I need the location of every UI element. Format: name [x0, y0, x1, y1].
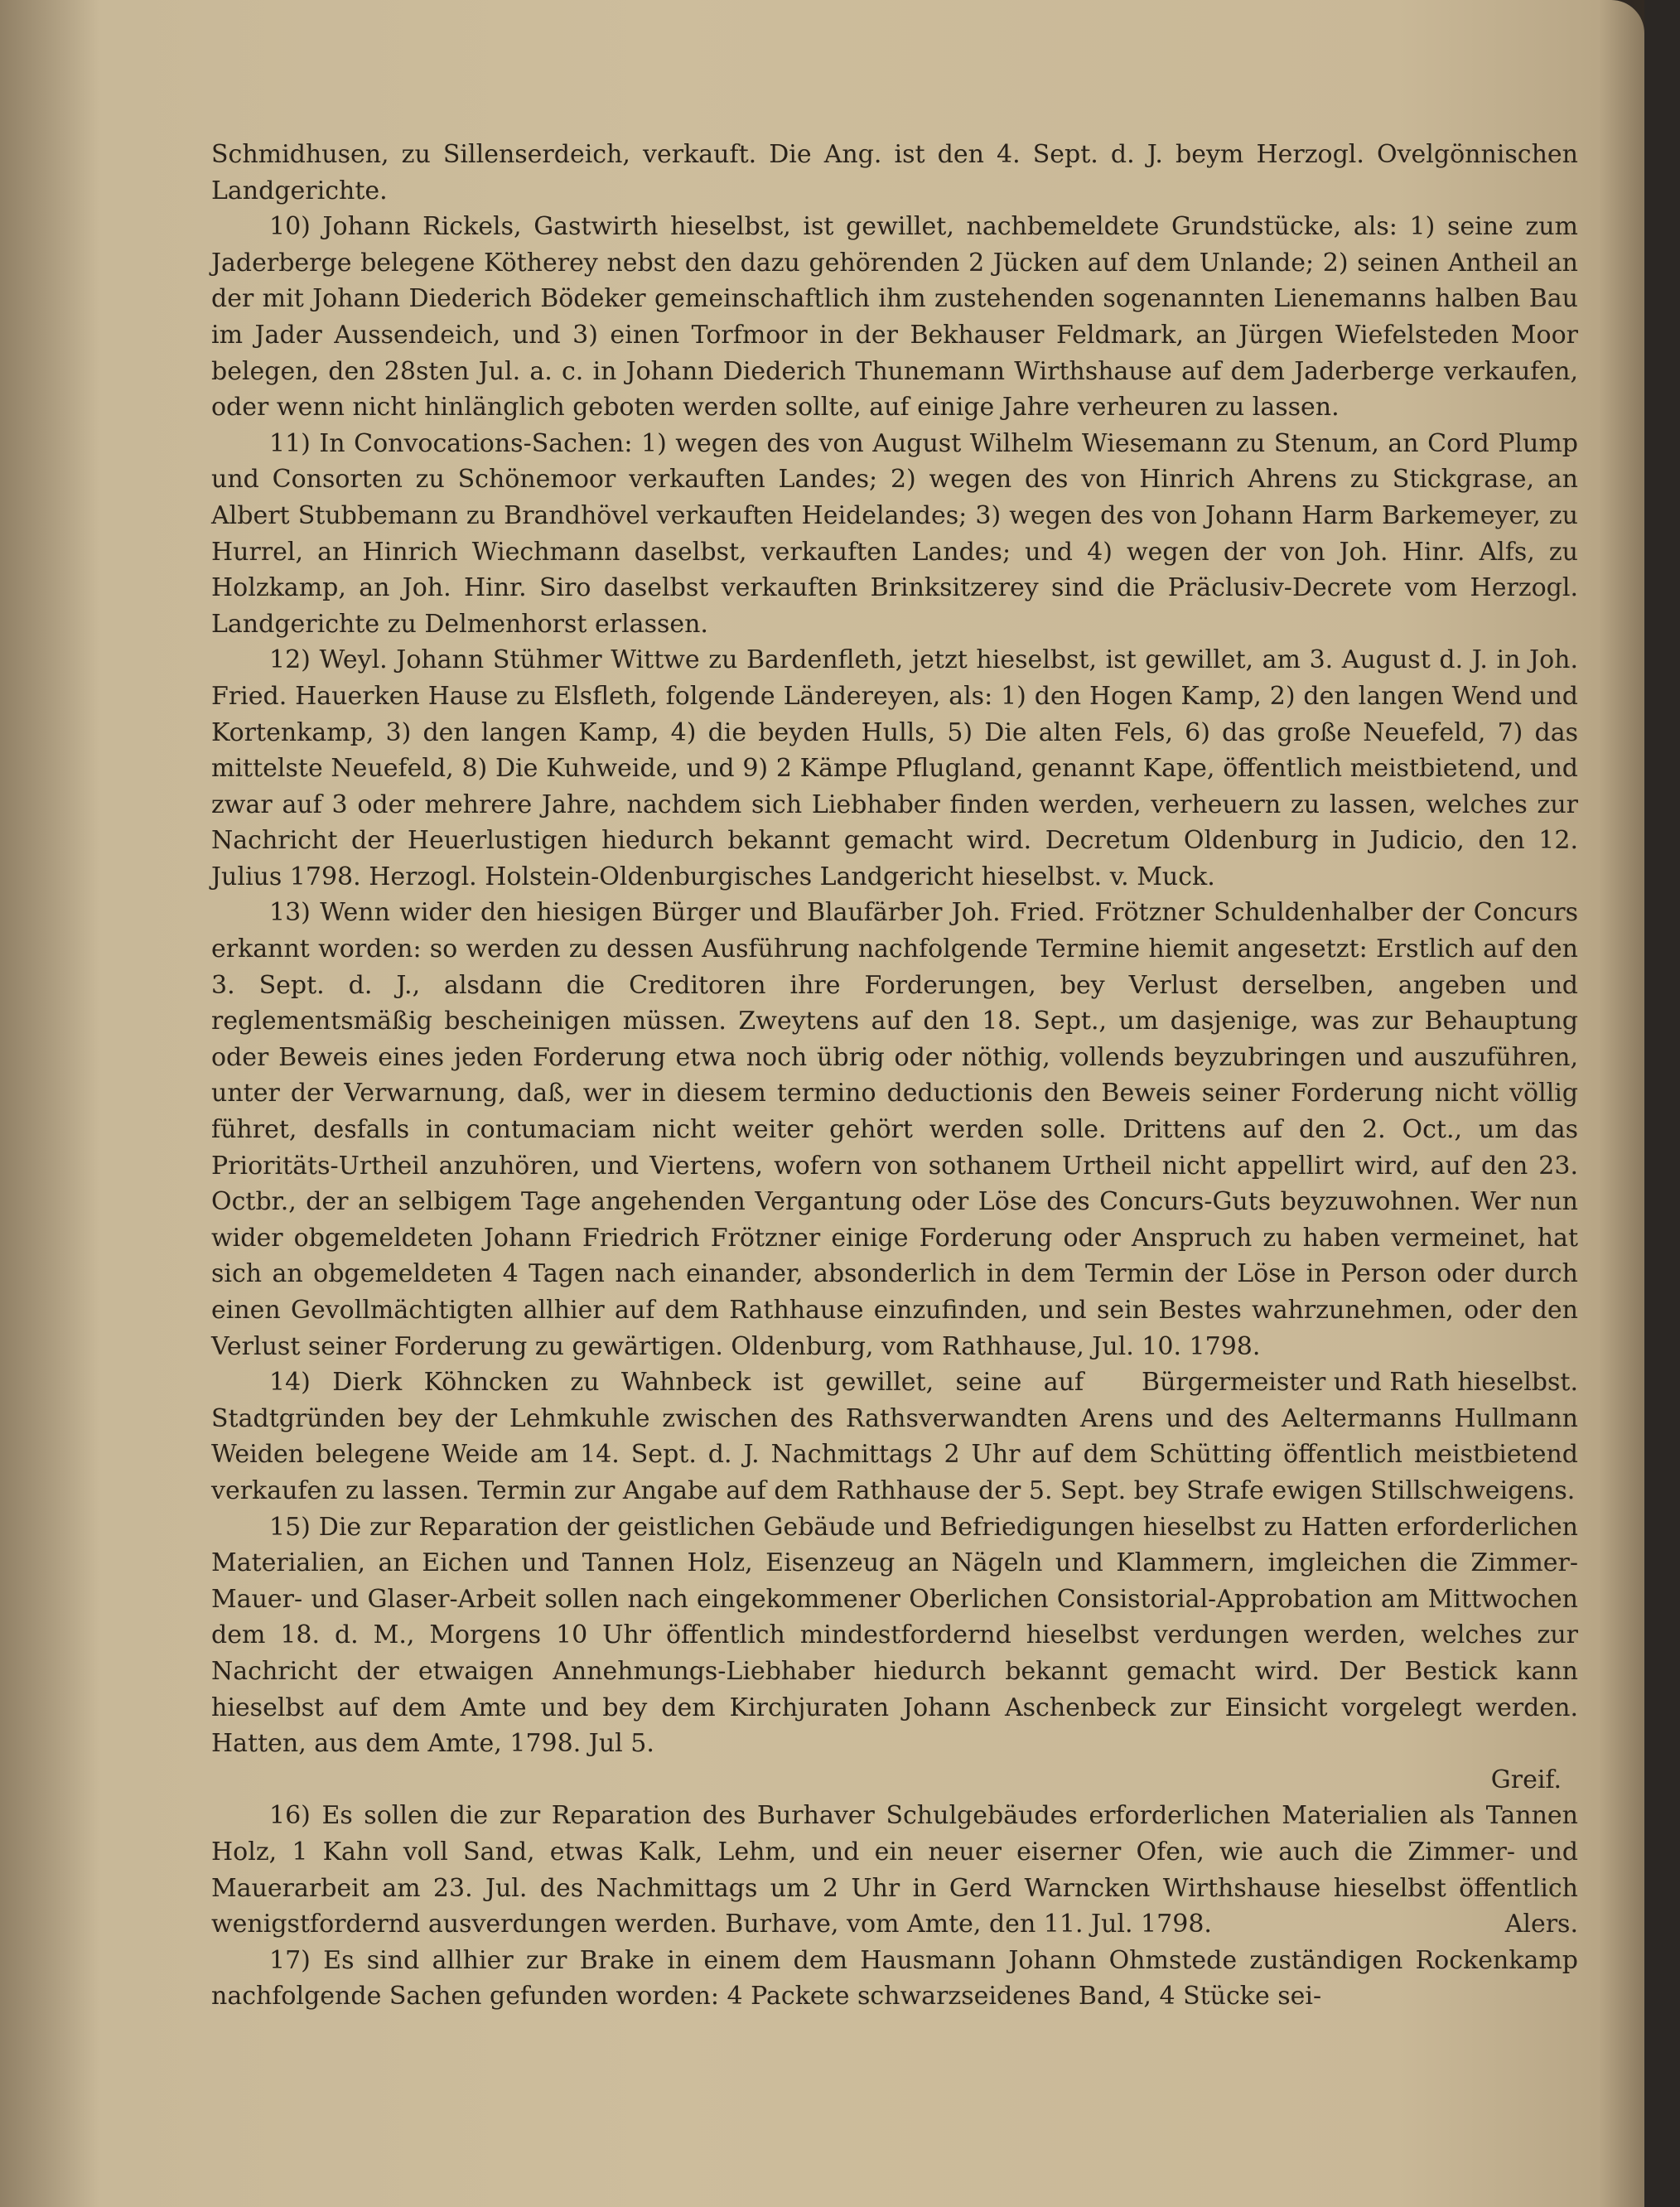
entry-12-signature: Herzogl. Holstein-Oldenburgisches Landgericht hieselbst. v. Muck.	[369, 862, 1215, 891]
entry-13	[211, 895, 1578, 1398]
entry-16	[211, 1798, 1578, 1942]
entry-16-signature: Alers.	[1504, 1910, 1578, 1939]
document-text	[211, 137, 1578, 2015]
entry-10: 10) Johann Rickels, Gastwirth hieselbst, ist gewillet, nachbemeldete Grundstücke, als: 1) seine zum Jaderberge belegene Kötherey nebst den dazu gehörenden 2 Jücken auf dem Unlande; 2) seinen Antheil an der mit Johann Diederich Bödeker gemeinschaftlich ihm zustehenden sogenannten Lienemanns halben Bau im Jader Aussendeich, und 3) einen Torfmoor in der Bekhauser Feldmark, an Jürgen Wiefelsteden Moor belegen, den 28sten Jul. a. c. in Johann Diederich Thunemann Wirthshause auf dem Jaderberge verkaufen, oder wenn nicht hinlänglich geboten werden sollte, auf einige Jahre verheuren zu lassen.	[211, 212, 1578, 423]
entry-11: 11) In Convocations-Sachen: 1) wegen des von August Wilhelm Wiesemann zu Stenum, an Cord Plump und Consorten zu Schönemoor verkauften Landes; 2) wegen des von Hinrich Ahrens zu Stickgrase, an Albert Stubbemann zu Brandhövel verkauften Heidelandes; 3) wegen des von Johann Harm Barkemeyer, zu Hurrel, an Hinrich Wiechmann daselbst, verkauften Landes; und 4) wegen der von Joh. Hinr. Alfs, zu Holzkamp, an Joh. Hinr. Siro daselbst verkauften Brinksitzerey sind die Präclusiv-Decrete vom Herzogl. Landgerichte zu Delmenhorst erlassen.	[211, 428, 1578, 639]
entry-12	[211, 642, 1578, 895]
entry-13-signature: Bürgermeister und Rath hieselbst.	[1142, 1368, 1578, 1398]
entry-14: 14) Dierk Köhncken zu Wahnbeck ist gewillet, seine auf Stadtgründen bey der Lehmkuhle zwischen des Rathsverwandten Arens und des Aeltermanns Hullmann Weiden belegene Weide am 14. Sept. d. J. Nachmittags 2 Uhr auf dem Schütting öffentlich meistbietend verkaufen zu lassen. Termin zur Angabe auf dem Rathhause der 5. Sept. bey Strafe ewigen Stillschweigens.	[211, 1368, 1578, 1505]
entry-16-text: 16) Es sollen die zur Reparation des Burhaver Schulgebäudes erforderlichen Materialien als Tannen Holz, 1 Kahn voll Sand, etwas Kalk, Lehm, und ein neuer eiserner Ofen, wie auch die Zimmer- und Mauerarbeit am 23. Jul. des Nachmittags um 2 Uhr in Gerd Warncken Wirthshause hieselbst öffentlich wenigstfordernd ausverdungen werden. Burhave, vom Amte, den 11. Jul. 1798.	[211, 1801, 1578, 1939]
entry-13-text: 13) Wenn wider den hiesigen Bürger und Blaufärber Joh. Fried. Frötzner Schuldenhalber der Concurs erkannt worden: so werden zu dessen Ausführung nachfolgende Termine hiemit angesetzt: Erstlich auf den 3. Sept. d. J., alsdann die Creditoren ihre Forderungen, bey Verlust derselben, angeben und reglementsmäßig bescheinigen müssen. Zweytens auf den 18. Sept., um dasjenige, was zur Behauptung oder Beweis eines jeden Forderung etwa noch übrig oder nöthig, vollends beyzubringen und auszuführen, unter der Verwarnung, daß, wer in diesem termino deductionis den Beweis seiner Forderung nicht völlig führet, desfalls in contumaciam nicht weiter gehört werden solle. Drittens auf den 2. Oct., um das Prioritäts-Urtheil anzuhören, und Viertens, wofern von sothanem Urtheil nicht appellirt wird, auf den 23. Octbr., der an selbigem Tage angehenden Vergantung oder Löse des Concurs-Guts beyzuwohnen. Wer nun wider obgemeldeten Johann Friedrich Frötzner einige Forderung oder Anspruch zu haben vermeinet, hat sich an obgemeldeten 4 Tagen nach einander, absonderlich in dem Termin der Löse in Person oder durch einen Gevollmächtigten allhier auf dem Rathhause einzufinden, und sein Bestes wahrzunehmen, oder den Verlust seiner Forderung zu gewärtigen. Oldenburg, vom Rathhause, Jul. 10. 1798.	[211, 898, 1578, 1361]
entry-17: 17) Es sind allhier zur Brake in einem dem Hausmann Johann Ohmstede zuständigen Rockenkamp nachfolgende Sachen gefunden worden: 4 Packete schwarzseidenes Band, 4 Stücke sei-	[211, 1945, 1578, 2011]
entry-12-text: 12) Weyl. Johann Stühmer Wittwe zu Bardenfleth, jetzt hieselbst, ist gewillet, am 3. August d. J. in Joh. Fried. Hauerken Hause zu Elsfleth, folgende Ländereyen, als: 1) den Hogen Kamp, 2) den langen Wend und Kortenkamp, 3) den langen Kamp, 4) die beyden Hulls, 5) Die alten Fels, 6) das große Neuefeld, 7) das mittelste Neuefeld, 8) Die Kuhweide, und 9) 2 Kämpe Pflugland, genannt Kape, öffentlich meistbietend, und zwar auf 3 oder mehrere Jahre, nachdem sich Liebhaber finden werden, verheuern zu lassen, welches zur Nachricht der Heuerlustigen hiedurch bekannt gemacht wird. Decretum Oldenburg in Judicio, den 12. Julius 1798.	[211, 645, 1578, 891]
entry-9-continuation: Schmidhusen, zu Sillenserdeich, verkauft. Die Ang. ist den 4. Sept. d. J. beym Herzogl. Ovelgönnischen Landgerichte.	[211, 140, 1578, 205]
gutter-shadow	[0, 0, 99, 2207]
entry-15: 15) Die zur Reparation der geistlichen Gebäude und Befriedigungen hieselbst zu Hatten erforderlichen Materialien, an Eichen und Tannen Holz, Eisenzeug an Nägeln und Klammern, imgleichen die Zimmer- Mauer- und Glaser-Arbeit sollen nach eingekommener Oberlichen Consistorial-Approbation am Mittwochen dem 18. d. M., Morgens 10 Uhr öffentlich mindestfordernd hieselbst verdungen werden, welches zur Nachricht der etwaigen Annehmungs-Liebhaber hiedurch bekannt gemacht wird. Der Bestick kann hieselbst auf dem Amte und bey dem Kirchjuraten Johann Aschenbeck zur Einsicht vorgelegt werden. Hatten, aus dem Amte, 1798. Jul 5.	[211, 1512, 1578, 1759]
entry-15-signature: Greif.	[1490, 1765, 1562, 1794]
